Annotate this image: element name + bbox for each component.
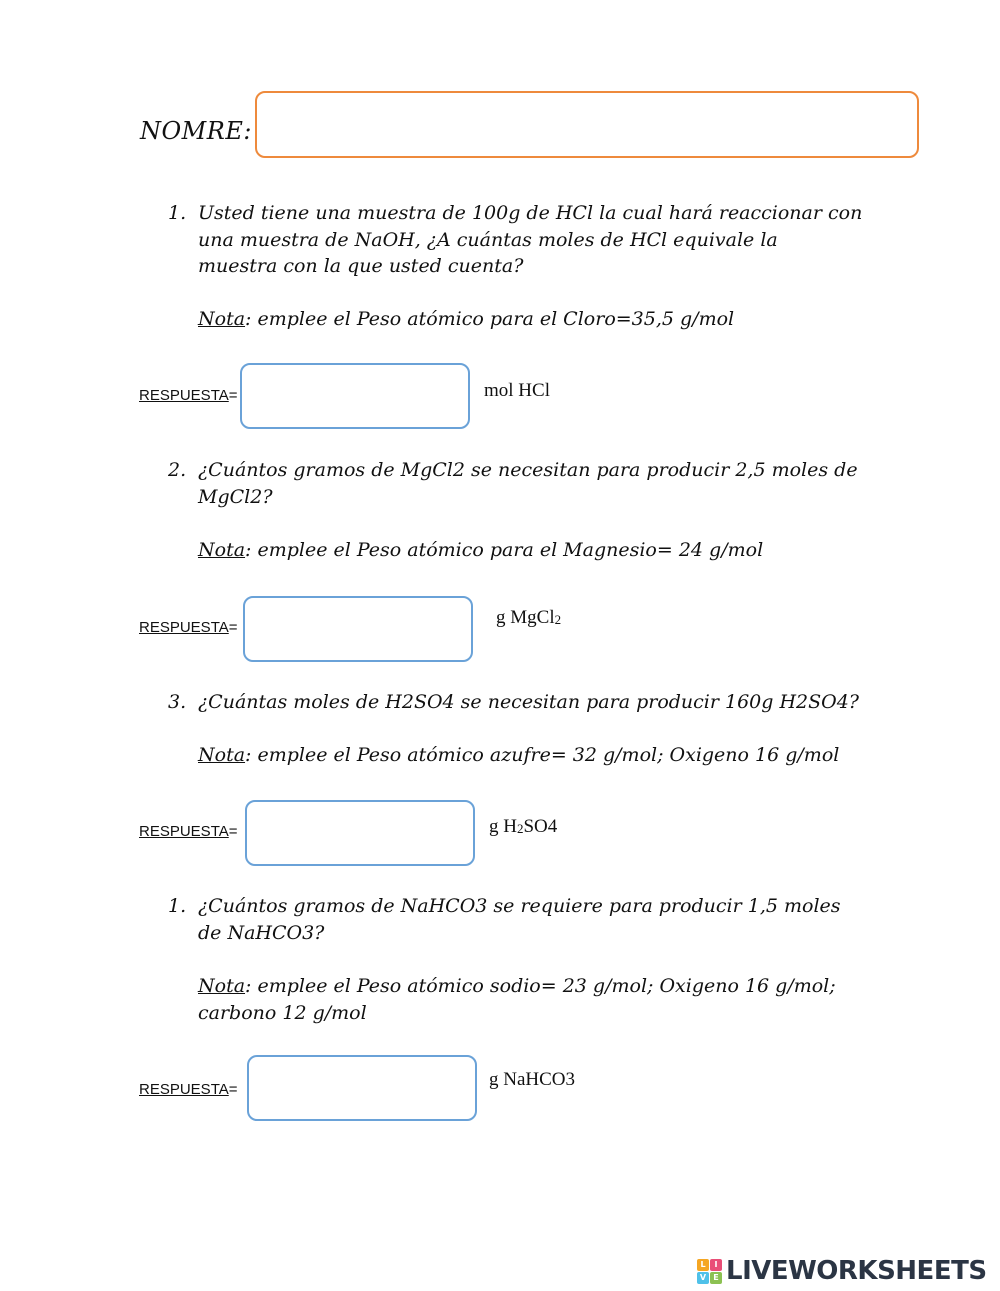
answer-2-unit: g MgCl$_2$ xyxy=(496,607,562,628)
note-key: Nota xyxy=(198,308,246,330)
answer-2-input[interactable] xyxy=(243,596,473,662)
answer-3-input[interactable] xyxy=(245,800,475,866)
question-3-text: ¿Cuántas moles de H2SO4 se necesitan para producir 160g H2SO4? xyxy=(198,691,859,713)
question-2-text: ¿Cuántos gramos de MgCl2 se necesitan para producir 2,5 moles de MgCl2? xyxy=(198,459,858,508)
question-3-note xyxy=(198,742,863,769)
note-text: : emplee el Peso atómico para el Cloro=35,5 g/mol xyxy=(245,308,735,330)
answer-4-label: RESPUESTA= xyxy=(139,1081,238,1098)
name-input[interactable] xyxy=(255,91,919,158)
question-1-note xyxy=(198,306,863,333)
question-4-number: 1. xyxy=(168,895,187,917)
question-1-number: 1. xyxy=(168,202,187,224)
question-1-text: Usted tiene una muestra de 100g de HCl la cual hará reaccionar con una muestra de NaOH, ¿A cuántas moles de HCl equivale la muestra con la que usted cuenta? xyxy=(198,202,863,277)
question-4-note xyxy=(198,973,863,1026)
note-text: : emplee el Peso atómico para el Magnesio= 24 g/mol xyxy=(245,539,764,561)
liveworksheets-logo xyxy=(697,1256,987,1286)
note-text: : emplee el Peso atómico sodio= 23 g/mol; Oxigeno 16 g/mol; carbono 12 g/mol xyxy=(198,975,836,1024)
note-key: Nota xyxy=(198,975,246,997)
answer-3-label: RESPUESTA= xyxy=(139,823,238,840)
note-key: Nota xyxy=(198,744,246,766)
note-text: : emplee el Peso atómico azufre= 32 g/mol; Oxigeno 16 g/mol xyxy=(245,744,840,766)
answer-4-input[interactable] xyxy=(247,1055,477,1121)
answer-1-unit: mol HCl xyxy=(484,380,550,401)
question-4-text: ¿Cuántos gramos de NaHCO3 se requiere para producir 1,5 moles de NaHCO3? xyxy=(198,895,841,944)
question-2-number: 2. xyxy=(168,459,187,481)
logo-mark-icon: L I V E xyxy=(697,1259,722,1284)
question-3-number: 3. xyxy=(168,691,187,713)
answer-1-label: RESPUESTA= xyxy=(139,387,238,404)
note-key: Nota xyxy=(198,539,246,561)
answer-1-input[interactable] xyxy=(240,363,470,429)
answer-2-label: RESPUESTA= xyxy=(139,619,238,636)
name-label: NOMRE: xyxy=(140,117,252,145)
question-2-note xyxy=(198,537,863,564)
logo-text: LIVEWORKSHEETS xyxy=(726,1256,987,1286)
answer-4-unit: g NaHCO3 xyxy=(489,1069,576,1090)
answer-3-unit: g $H_2SO4$ xyxy=(489,816,558,837)
